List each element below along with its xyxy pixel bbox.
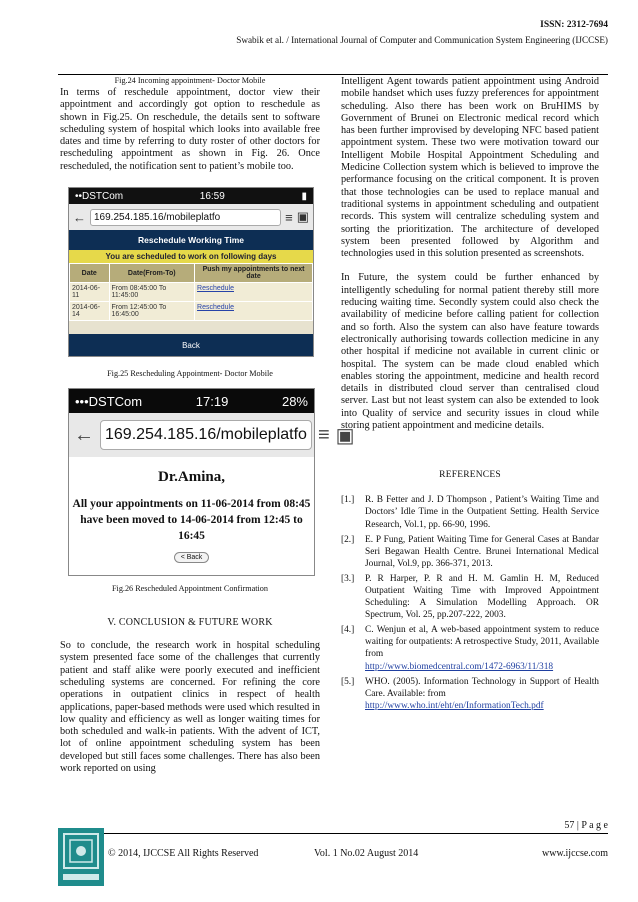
reference-list [341, 494, 599, 712]
ref-number: [4.] [341, 625, 355, 636]
status-bar [69, 389, 314, 413]
url-field[interactable]: 169.254.185.16/mobileplatfo [90, 209, 281, 226]
ref-link[interactable]: http://www.who.int/eht/en/InformationTech.pdf [365, 700, 544, 711]
carrier: ••DSTCom [75, 190, 124, 202]
reschedule-paragraph: In terms of reschedule appointment, doctor view their appointment and accordingly got option to reschedule as shown in Fig.25. On reschedule, the details sent to software scheduling system of hospital which looks into available free dates and time by referring to duty roster of other doctors for rescheduling appointment as shown in Fig. 26. Once rescheduled, the notification sent to patient’s mobile too. [60, 87, 320, 172]
ref-number: [5.] [341, 676, 355, 687]
tabs-icon[interactable]: ▣ [335, 424, 355, 447]
schedule-banner: You are scheduled to work on following days [69, 250, 313, 263]
reschedule-link[interactable]: Reschedule [195, 302, 313, 321]
url-field[interactable]: 169.254.185.16/mobileplatfo [100, 420, 312, 450]
ref-text: WHO. (2005). Information Technology in Support of Health Care. Available: from [365, 676, 599, 699]
list-item [341, 534, 599, 570]
ref-text: R. B Fetter and J. D Thompson , Patient’s Waiting Time and Doctors’ Idle Time in the Outpatient Setting. Health Service Research, Vol.1, pp. 66-90, 1996. [365, 495, 599, 530]
ref-number: [2.] [341, 534, 355, 545]
doctor-name: Dr.Amina, [158, 469, 225, 486]
menu-icon[interactable]: ≡ [317, 423, 330, 446]
row-date: 2014-06-14 [70, 302, 110, 321]
confirmation [69, 469, 314, 564]
conclusion-paragraph: So to conclude, the research work in hospital scheduling system presented face some of the challenges that currently patient and staff alike were poorly executed and inefficient scheduling systems are concerned. For refining the core operations in outpatient clinics in respect of health applications, paper-based methods were used which resulted in low quality and efficiency as well as longer waiting times for both scheduled and walk-in patients. With the advent of ICT, lot of online appointment scheduling system has been developed but still faces some challenges. There has also been work reported on using [60, 640, 320, 775]
journal-header: Swabik et al. / International Journal of Computer and Communication System Engineering (IJCCSE) [236, 35, 608, 45]
list-item [341, 494, 599, 530]
ref-text: E. P Fung, Patient Waiting Time for General Cases at Bandar Seri Begawan Health Centre. Brunei International Medical Journal, Vol.9, pp. 366-371, 2013. [365, 534, 599, 569]
header-rule [58, 74, 608, 75]
intelligent-agent-paragraph: Intelligent Agent towards patient appointment using Android mobile handset which uses fuzzy preferences for appointment scheduling. Also there has been work on BruHIMS by Government of Brunei on Electronic medical record which has been further improvised by developing NFC based patient appointment system. These two were motivation toward our Intelligent Mobile Hospital Appointment Scheduling and Medicine Collection system which is believed to improve the performance focusing on the critical component. It is proven that those technologies can be used to replace manual and traditional systems in appointment scheduling and outpatient records. This system will centralize scheduling system and sorting the prioritization. The architecture of developed system been presented followed by Algorithm and technologies used in this solution presented as screenshots. [341, 76, 599, 260]
table-row [70, 302, 313, 321]
fig26-caption: Fig.26 Rescheduled Appointment Confirmation [111, 584, 268, 594]
status-bar [69, 188, 313, 204]
battery-icon: ▮ [301, 190, 307, 202]
clock: 16:59 [199, 190, 225, 202]
confirmation-message [69, 496, 314, 544]
schedule-table [69, 263, 313, 321]
col-date: Date [70, 264, 110, 283]
section-title: V. CONCLUSION & FUTURE WORK [107, 617, 273, 629]
list-item [341, 676, 599, 712]
volume-info: Vol. 1 No.02 August 2014 [314, 848, 419, 859]
battery-level: 28% [281, 393, 308, 409]
issn: ISSN: 2312-7694 [540, 20, 608, 30]
fig26-screenshot [68, 388, 355, 576]
future-paragraph: In Future, the system could be further enhanced by intelligently scheduling for normal patient thereby still more reducing waiting time. Secondly system could also check the availability of medicine before calling patient for collection and so forth. Also the system can also have feature towards electronically authorising towards collection medicine in any other hospital if medicine not available in current clinic or hospital. The system can be made cloud enabled which enables storing the appointment, medicine and health record details in distributed cloud server than centralised cloud server. Last but not least system can also be extended to look into Quality of service and security issues in cloud while storing patient appointment and medicine details. [341, 272, 599, 432]
reschedule-link[interactable]: Reschedule [195, 283, 313, 302]
menu-icon[interactable]: ≡ [285, 209, 293, 225]
list-item [341, 624, 599, 672]
browser-bar [69, 204, 313, 230]
table-row [70, 283, 313, 302]
page-number: 57 | P a g e [564, 820, 608, 831]
list-item [341, 573, 599, 621]
fig25-screenshot [68, 187, 314, 357]
browser-bar [69, 413, 355, 457]
row-time: From 08:45:00 To 11:45:00 [109, 283, 195, 302]
col-from-to: Date(From-To) [109, 264, 195, 283]
website: www.ijccse.com [542, 848, 608, 859]
copyright: © 2014, IJCCSE All Rights Reserved [108, 848, 259, 859]
right-column [341, 76, 599, 715]
fig25-caption: Fig.25 Rescheduling Appointment- Doctor Mobile [107, 369, 273, 379]
logo-icon [58, 828, 104, 886]
footer-rule [58, 833, 608, 834]
row-date: 2014-06-11 [70, 283, 110, 302]
row-time: From 12:45:00 To 16:45:00 [109, 302, 195, 321]
clock: 17:19 [195, 393, 229, 409]
ref-text: C. Wenjun et al, A web-based appointment system to reduce waiting for outpatients: A retrospective Study, 2011, Available from [365, 625, 599, 660]
fig24-caption: Fig.24 Incoming appointment- Doctor Mobile [114, 76, 266, 85]
carrier: •••DSTCom [75, 393, 143, 409]
ref-number: [3.] [341, 573, 355, 584]
tabs-icon[interactable]: ▣ [296, 209, 309, 225]
ref-link[interactable]: http://www.biomedcentral.com/1472-6963/11/318 [365, 661, 554, 672]
message-line: have been moved to 14-06-2014 from 12:45 to 16:45 [80, 514, 303, 543]
ref-text: P. R Harper, P. R and H. M. Gamlin H. M, Reduced Outpatient Waiting Time with Improved Appointment Scheduling: A Simulation Modelling Approach. OR Spectrum, Vol. 25, pp.207-222, 2003. [365, 573, 599, 621]
back-button[interactable]: Back [69, 334, 313, 356]
ref-number: [1.] [341, 495, 355, 506]
references-title: REFERENCES [439, 470, 501, 481]
left-column [60, 76, 355, 775]
message-line: All your appointments on 11-06-2014 from 08:45 [72, 498, 311, 511]
back-arrow-icon[interactable]: ← [73, 209, 86, 225]
col-push: Push my appointments to next date [195, 264, 313, 283]
journal-logo [58, 828, 104, 886]
back-arrow-icon[interactable]: ← [74, 423, 94, 446]
screen-title: Reschedule Working Time [69, 230, 313, 250]
back-button[interactable]: < Back [174, 552, 210, 563]
